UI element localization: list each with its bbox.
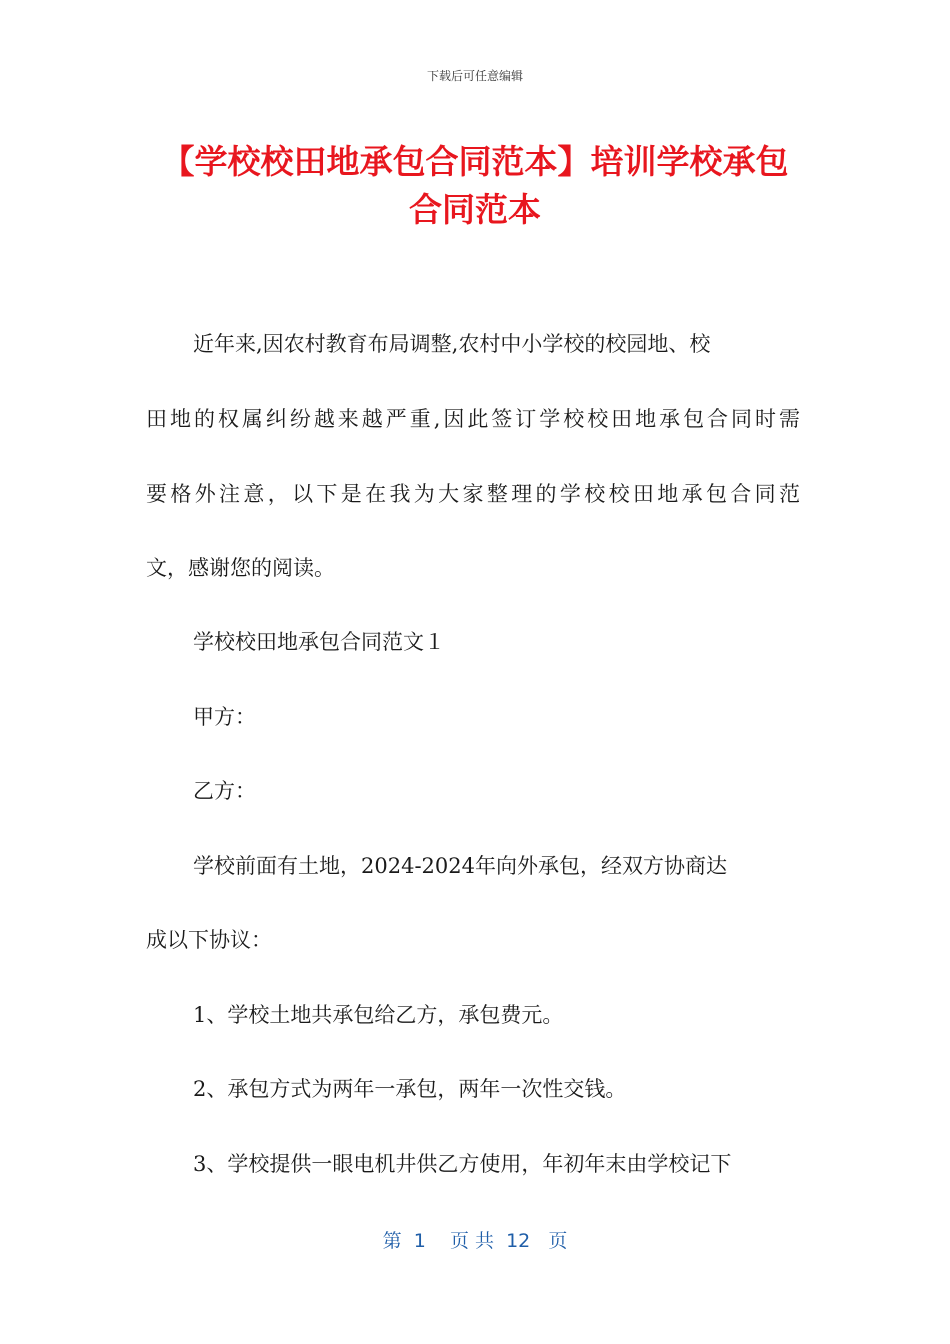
party-a-label: 甲方： xyxy=(193,705,256,729)
body-paragraph-line: 学校前面有土地，2024-2024年向外承包，经双方协商达 xyxy=(193,854,727,878)
body-paragraph-line: 近年来,因农村教育布局调整,农村中小学校的校园地、校 xyxy=(193,332,711,356)
section-heading: 学校校田地承包合同范文１ xyxy=(193,630,445,654)
title-line-1: 【学校校田地承包合同范本】培训学校承包 xyxy=(161,142,789,181)
page-footer: 第 1 页 共 12 页 xyxy=(382,1230,568,1252)
header-note: 下载后可任意编辑 xyxy=(426,69,523,83)
party-b-label: 乙方： xyxy=(193,779,256,803)
body-paragraph-line: 文，感谢您的阅读。 xyxy=(146,556,335,580)
clause-item: 3、学校提供一眼电机井供乙方使用，年初年末由学校记下 xyxy=(193,1152,732,1176)
body-paragraph-line: 成以下协议： xyxy=(146,928,272,952)
body-paragraph-line: 田地的权属纠纷越来越严重,因此签订学校校田地承包合同时需 xyxy=(146,407,800,431)
clause-item: 2、承包方式为两年一承包，两年一次性交钱。 xyxy=(193,1077,627,1101)
document-title xyxy=(120,138,830,234)
body-paragraph-line: 要格外注意，以下是在我为大家整理的学校校田地承包合同范 xyxy=(146,482,800,506)
title-line-2: 合同范本 xyxy=(409,190,541,229)
clause-item: 1、学校土地共承包给乙方，承包费元。 xyxy=(193,1003,564,1027)
